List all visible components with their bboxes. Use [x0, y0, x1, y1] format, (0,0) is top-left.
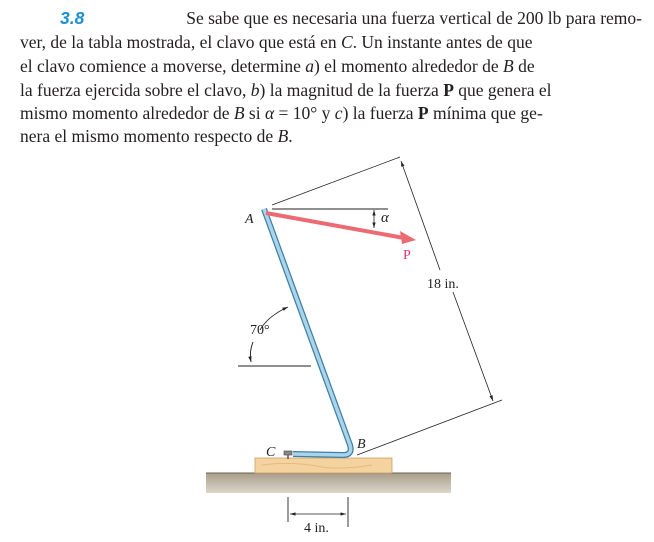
text-segment: ver, de la tabla mostrada, el clavo que está en	[20, 32, 341, 52]
text-segment: si	[244, 103, 265, 123]
text-segment: C	[340, 32, 353, 52]
text-segment: mismo momento alrededor de	[20, 103, 234, 123]
label-a: A	[245, 212, 254, 227]
text-segment: B	[503, 56, 514, 76]
text-segment: b	[250, 80, 260, 100]
ground	[206, 473, 451, 493]
text-segment: nera el mismo momento respecto de	[20, 126, 278, 146]
text-segment: = 10° y	[274, 103, 335, 123]
offset-label: 4 in.	[304, 521, 329, 536]
text-segment: ) el momento alrededor de	[313, 56, 503, 76]
label-b: B	[357, 437, 366, 452]
text-segment: c	[334, 103, 343, 123]
text-segment: ) la magnitud de la fuerza	[259, 80, 444, 100]
angle-label: 70°	[250, 323, 270, 338]
text-segment: . Un instante antes de que	[352, 32, 533, 52]
text-segment: α	[264, 103, 275, 123]
label-p: P	[403, 248, 411, 263]
text-segment: P	[417, 103, 429, 123]
text-segment: .	[288, 126, 293, 146]
text-segment: P	[443, 80, 454, 100]
text-segment: B	[233, 103, 245, 123]
text-segment: mínima que ge-	[428, 103, 543, 123]
label-alpha: α	[381, 210, 389, 226]
text-segment: el clavo comience a moverse, determine	[20, 56, 306, 76]
problem-number: 3.8	[60, 8, 85, 28]
text-segment: a	[305, 56, 314, 76]
length-label: 18 in.	[427, 277, 459, 292]
text-segment: que genera el	[453, 80, 552, 100]
text-segment: B	[277, 126, 289, 146]
text-segment: de	[513, 56, 535, 76]
text-segment: ) la fuerza	[342, 103, 418, 123]
text-segment: Se sabe que es necesaria una fuerza vertical de 200 lb para remo-	[186, 8, 642, 28]
text-segment: la fuerza ejercida sobre el clavo,	[20, 80, 251, 100]
label-c: C	[266, 445, 276, 460]
